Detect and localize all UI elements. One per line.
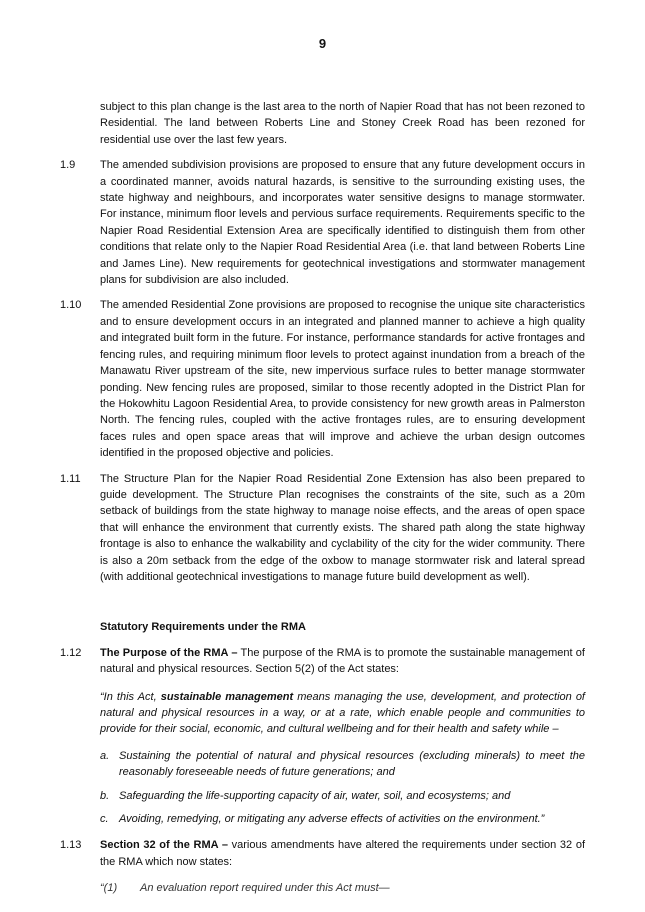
quote-item-text: Sustaining the potential of natural and physical resources (excluding minerals) to meet the reasonably foreseeable needs of future generations; and — [119, 749, 585, 779]
sub-quote — [60, 880, 585, 896]
paragraph-1-13 — [60, 837, 585, 870]
quote-body: means managing the use, development, and protection of natural and physical resources in a way, or at a rate, which enable people and communities to provide for their social, economic, and cultural wellbeing and for their health and safety while – — [100, 690, 585, 736]
paragraph-number: 1.11 — [60, 472, 81, 485]
paragraph-lead: The Purpose of the RMA – — [100, 646, 238, 659]
sub-quote-number: “(1) — [100, 882, 118, 895]
paragraph-text — [100, 837, 585, 870]
document-body — [60, 99, 585, 897]
paragraph-1-11 — [60, 471, 585, 586]
quote-item-b — [60, 788, 585, 804]
paragraph-number: 1.9 — [60, 159, 76, 172]
paragraph-number: 1.10 — [60, 299, 82, 312]
paragraph-number: 1.13 — [60, 839, 82, 852]
paragraph-1-9 — [60, 157, 585, 288]
paragraph-body: various amendments have altered the requirements under section 32 of the RMA which now states: — [100, 839, 586, 868]
sub-quote-text: An evaluation report required under this Act must— — [140, 882, 390, 895]
section-heading: Statutory Requirements under the RMA — [100, 621, 306, 634]
paragraph-text: The amended subdivision provisions are proposed to ensure that any future development occurs in a coordinated manner, avoids natural hazards, is sensitive to the surrounding existing uses, the state highway and neighbours, and incorporates water sensitive designs to manage stormwater. For instance, minimum floor levels and pervious surface requirements. Requirements specific to the Napier Road Residential Extension Area are specifically identified to distinguish them from other conditions that relate only to the Napier Road Residential Area (i.e. that land between Roberts Line and James Line). New requirements for geotechnical investigations and stormwater management plans for subdivision are also included. — [100, 159, 585, 287]
intro-paragraph: subject to this plan change is the last area to the north of Napier Road that has not been rezoned to Residential. The land between Roberts Line and Stoney Creek Road has been rezoned for residential use over the last few years. — [100, 101, 585, 146]
quote-bold-term: sustainable management — [160, 690, 294, 703]
paragraph-text — [100, 645, 585, 678]
quote-item-c — [60, 811, 585, 827]
quote-item-text: Avoiding, remedying, or mitigating any adverse effects of activities on the environment.” — [119, 813, 545, 826]
paragraph-text: The Structure Plan for the Napier Road Residential Zone Extension has also been prepared to guide development. The Structure Plan recognises the constraints of the site, such as a 20m setback of buildings from the state highway to manage noise effects, and the areas of open space that will enhance the environment that currently exists. The shared path along the state highway frontage is also to enhance the walkability and cyclability of the city for the wider community. There is also a 20m setback from the edge of the oxbow to manage stormwater risk and lateral spread (with additional geotechnical investigations to manage future build development as well). — [100, 472, 585, 583]
paragraph-text: The amended Residential Zone provisions are proposed to recognise the unique site characteristics and to ensure development occurs in an integrated and planned manner to achieve a high quality and integrated built form in the future. For instance, performance standards for active frontages and fencing rules, and requiring minimum floor levels to protect against inundation from a breach of the Manawatu River upstream of the site, new impervious surface rules to better manage stormwater ponding. New fencing rules are proposed, similar to those recently adopted in the District Plan for the Hokowhitu Lagoon Residential Area, to provide consistency for new growth areas in Palmerston North. The fencing rules, coupled with the active frontages rules, are to ensuring development faces rules and open space areas that will improve and achieve the urban design outcomes identified in the proposed objective and policies. — [100, 299, 585, 460]
quote-item-letter: c. — [100, 813, 109, 826]
quote-item-text: Safeguarding the life-supporting capacity of air, water, soil, and ecosystems; and — [119, 789, 511, 802]
paragraph-body: The purpose of the RMA is to promote the sustainable management of natural and physical resources. Section 5(2) of the Act states: — [100, 646, 585, 676]
quote-item-letter: b. — [100, 789, 110, 802]
quote-block — [100, 689, 585, 738]
quote-opening: “In this Act, — [100, 690, 161, 703]
paragraph-1-12 — [60, 645, 585, 678]
paragraph-number: 1.12 — [60, 646, 82, 659]
paragraph-lead: Section 32 of the RMA – — [100, 839, 228, 852]
page-number: 9 — [318, 36, 327, 51]
paragraph-1-10 — [60, 297, 585, 461]
quote-item-a — [60, 748, 585, 781]
quote-item-letter: a. — [100, 749, 110, 762]
